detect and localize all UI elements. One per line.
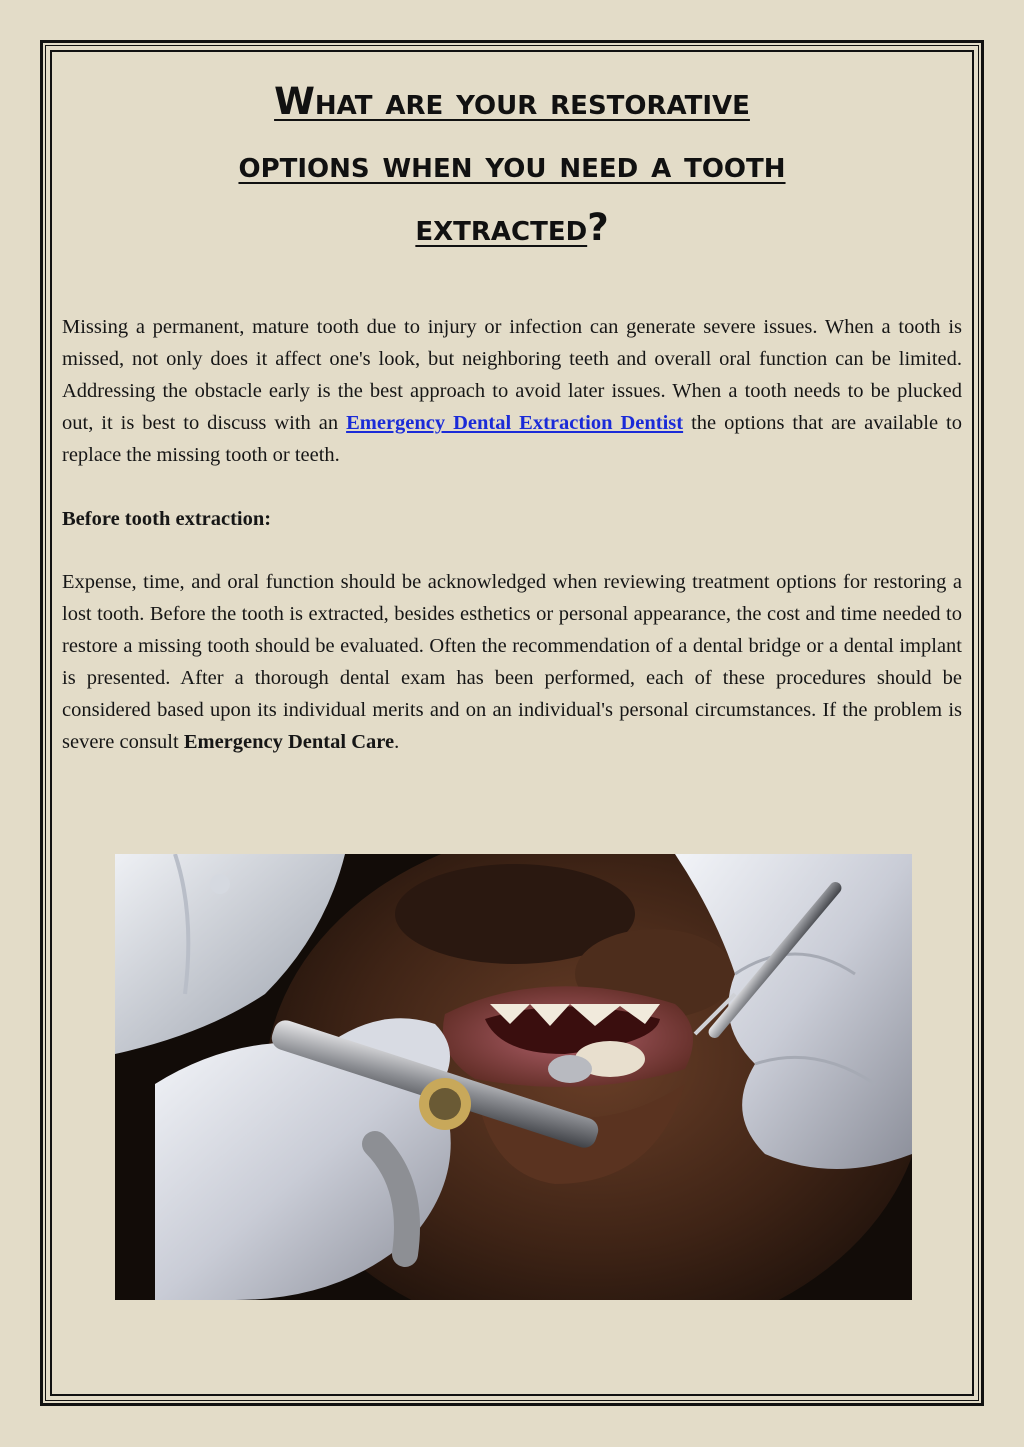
section-heading: Before tooth extraction: [62, 508, 272, 530]
intro-text: Missing a permanent, mature tooth due to injury or infection can generate severe issues. When a tooth is missed, not only does it affect one's look, but neighboring teeth and overall oral function can be limited. Addressing the obstacle early is the best approach to avoid later issues. When a tooth needs to be plucked out, it is best to discuss with an [62, 316, 962, 434]
body-text-end: . [394, 731, 400, 753]
emergency-dental-extraction-dentist-link[interactable]: Emergency Dental Extraction Dentist [346, 412, 684, 434]
intro-text-end: the options that are available to replace the missing tooth or teeth. [62, 412, 962, 466]
intro-paragraph [62, 311, 962, 471]
emergency-dental-care-text: Emergency Dental Care [183, 731, 395, 753]
body-paragraph [62, 566, 962, 758]
title-line-1: What are your restorative [274, 80, 750, 123]
dental-procedure-illustration [115, 854, 912, 1300]
title-line-3: extracted [415, 206, 588, 249]
title-line-2: options when you need a tooth [238, 143, 786, 186]
body-text: Expense, time, and oral function should be acknowledged when reviewing treatment options for restoring a lost tooth. Before the tooth is extracted, besides esthetics or personal appearance, the cost and time needed to restore a missing tooth should be evaluated. Often the recommendation of a dental bridge or a dental implant is presented. After a thorough dental exam has been performed, each of these procedures should be considered based upon its individual merits and on an individual's personal circumstances. If the problem is severe consult [62, 571, 962, 753]
tooth-extraction-photo [115, 854, 912, 1300]
page-title [62, 70, 962, 259]
title-question-mark: ? [587, 206, 609, 249]
